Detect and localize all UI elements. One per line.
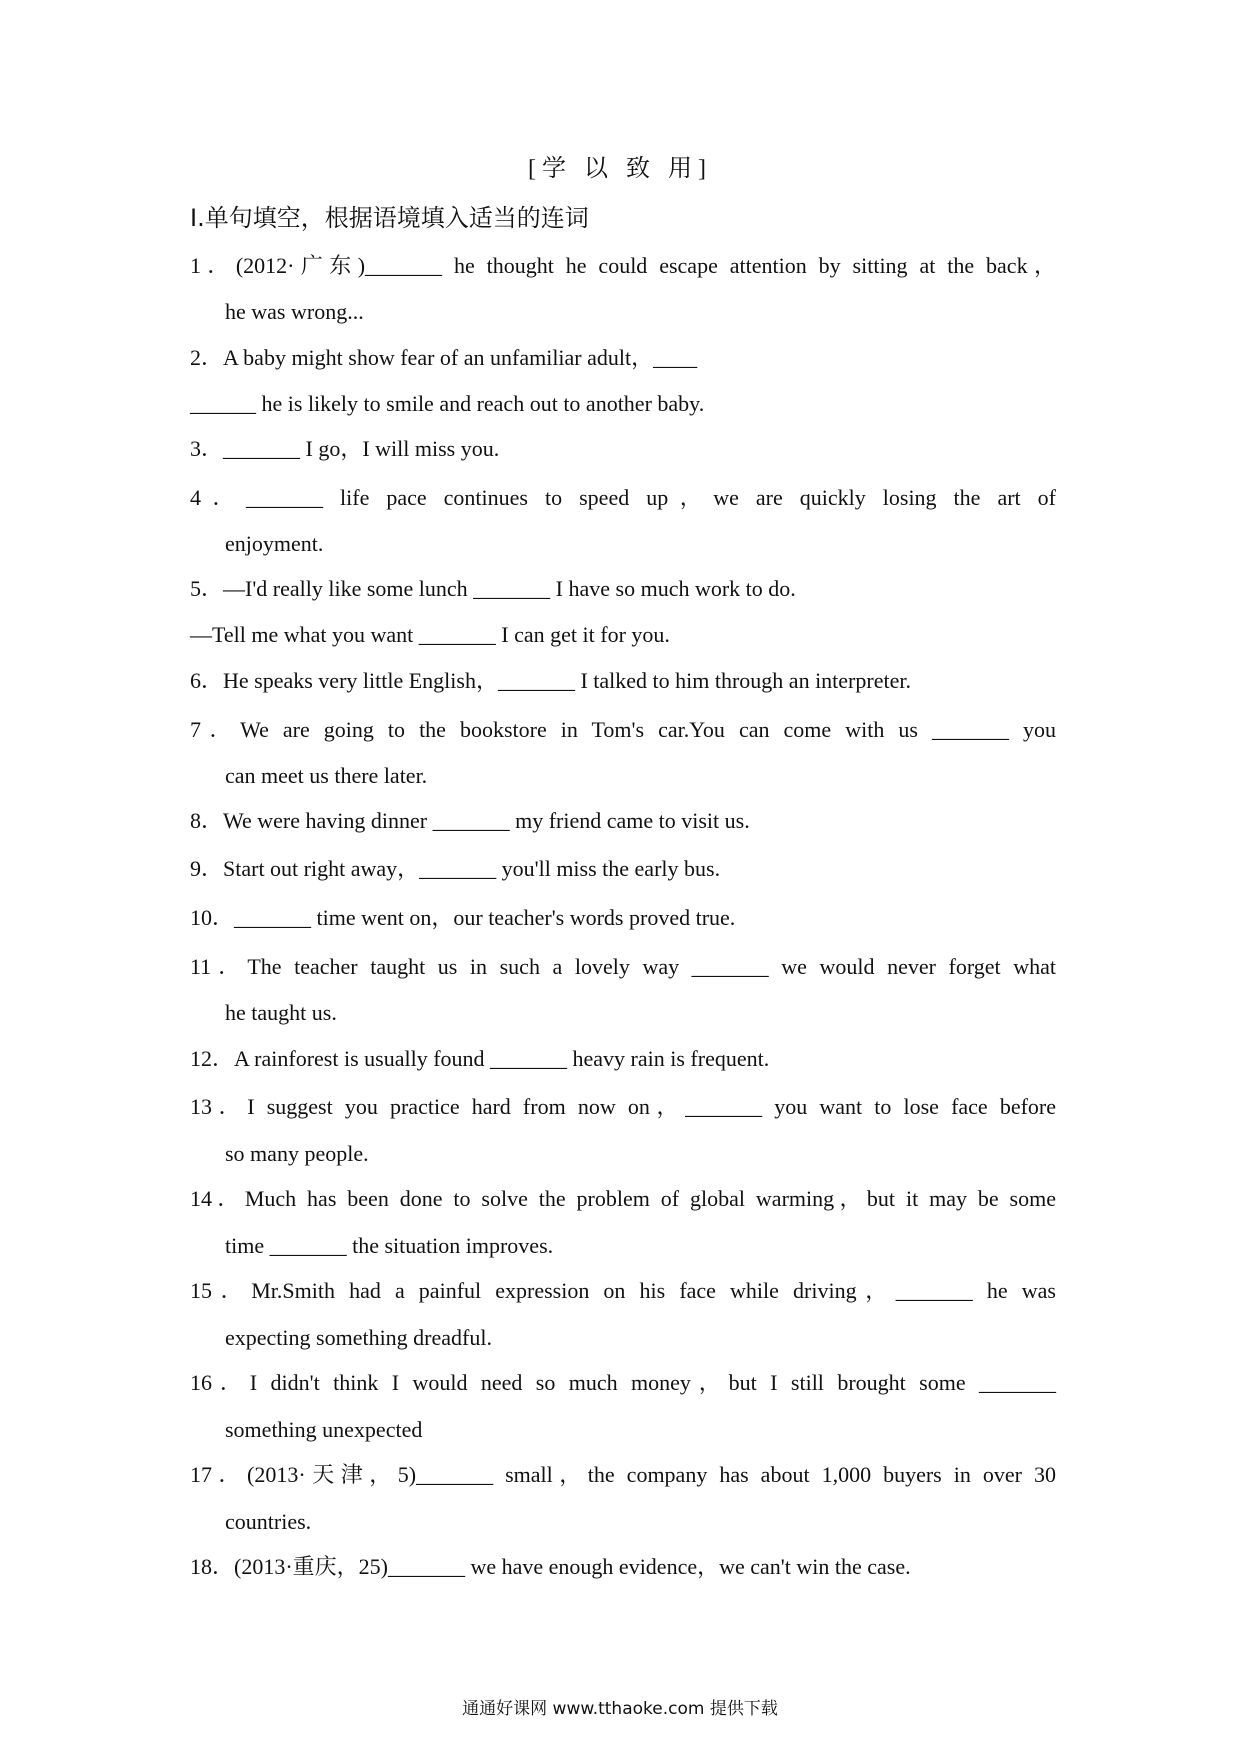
section-heading: Ⅰ.单句填空，根据语境填入适当的连词 bbox=[190, 204, 589, 232]
question-9-line-1: 9．Start out right away，_______ you'll miss the early bus. bbox=[190, 856, 721, 881]
question-16-line-1: 16．I didn't think I would need so much money，but I still brought some _______ bbox=[190, 1370, 1056, 1395]
question-5-line-2: —Tell me what you want _______ I can get it for you. bbox=[190, 622, 670, 647]
question-15-line-1: 15．Mr.Smith had a painful expression on his face while driving，_______ he was bbox=[190, 1278, 1056, 1303]
question-12-line-1: 12．A rainforest is usually found _______ heavy rain is frequent. bbox=[190, 1046, 770, 1071]
question-1-line-2: he was wrong... bbox=[225, 299, 364, 324]
question-6-line-1: 6．He speaks very little English，_______ I talked to him through an interpreter. bbox=[190, 668, 911, 693]
question-17-line-1: 17．(2013·天津，5)_______ small，the company has about 1,000 buyers in over 30 bbox=[190, 1462, 1056, 1487]
question-14-line-2: time _______ the situation improves. bbox=[225, 1233, 554, 1258]
question-15-line-2: expecting something dreadful. bbox=[225, 1325, 492, 1350]
question-7-line-1: 7．We are going to the bookstore in Tom's car.You can come with us _______ you bbox=[190, 717, 1056, 742]
question-18-line-1: 18．(2013·重庆，25)_______ we have enough evidence，we can't win the case. bbox=[190, 1554, 911, 1579]
question-3-line-1: 3．_______ I go，I will miss you. bbox=[190, 436, 500, 461]
question-4-line-1: 4．_______ life pace continues to speed up，we are quickly losing the art of bbox=[190, 485, 1056, 510]
question-2-line-2: ______ he is likely to smile and reach out to another baby. bbox=[190, 391, 705, 416]
question-11-line-1: 11．The teacher taught us in such a lovely way _______ we would never forget what bbox=[190, 954, 1056, 979]
question-11-line-2: he taught us. bbox=[225, 1000, 337, 1025]
question-5-line-1: 5．—I'd really like some lunch _______ I have so much work to do. bbox=[190, 576, 796, 601]
question-2-line-1: 2．A baby might show fear of an unfamiliar adult，____ bbox=[190, 345, 698, 370]
page-title: [学 以 致 用] bbox=[528, 156, 712, 182]
question-8-line-1: 8．We were having dinner _______ my friend came to visit us. bbox=[190, 808, 750, 833]
question-13-line-1: 13．I suggest you practice hard from now on，_______ you want to lose face before bbox=[190, 1094, 1056, 1119]
question-17-line-2: countries. bbox=[225, 1509, 312, 1534]
page-footer: 通通好课网 www.tthaoke.com 提供下载 bbox=[462, 1699, 778, 1719]
question-13-line-2: so many people. bbox=[225, 1141, 369, 1166]
question-16-line-2: something unexpected bbox=[225, 1417, 423, 1442]
question-7-line-2: can meet us there later. bbox=[225, 763, 428, 788]
question-4-line-2: enjoyment. bbox=[225, 531, 324, 556]
question-10-line-1: 10．_______ time went on，our teacher's words proved true. bbox=[190, 905, 736, 930]
question-1-line-1: 1．(2012·广东)_______ he thought he could escape attention by sitting at the back， bbox=[190, 253, 1056, 278]
question-14-line-1: 14．Much has been done to solve the problem of global warming，but it may be some bbox=[190, 1186, 1056, 1211]
